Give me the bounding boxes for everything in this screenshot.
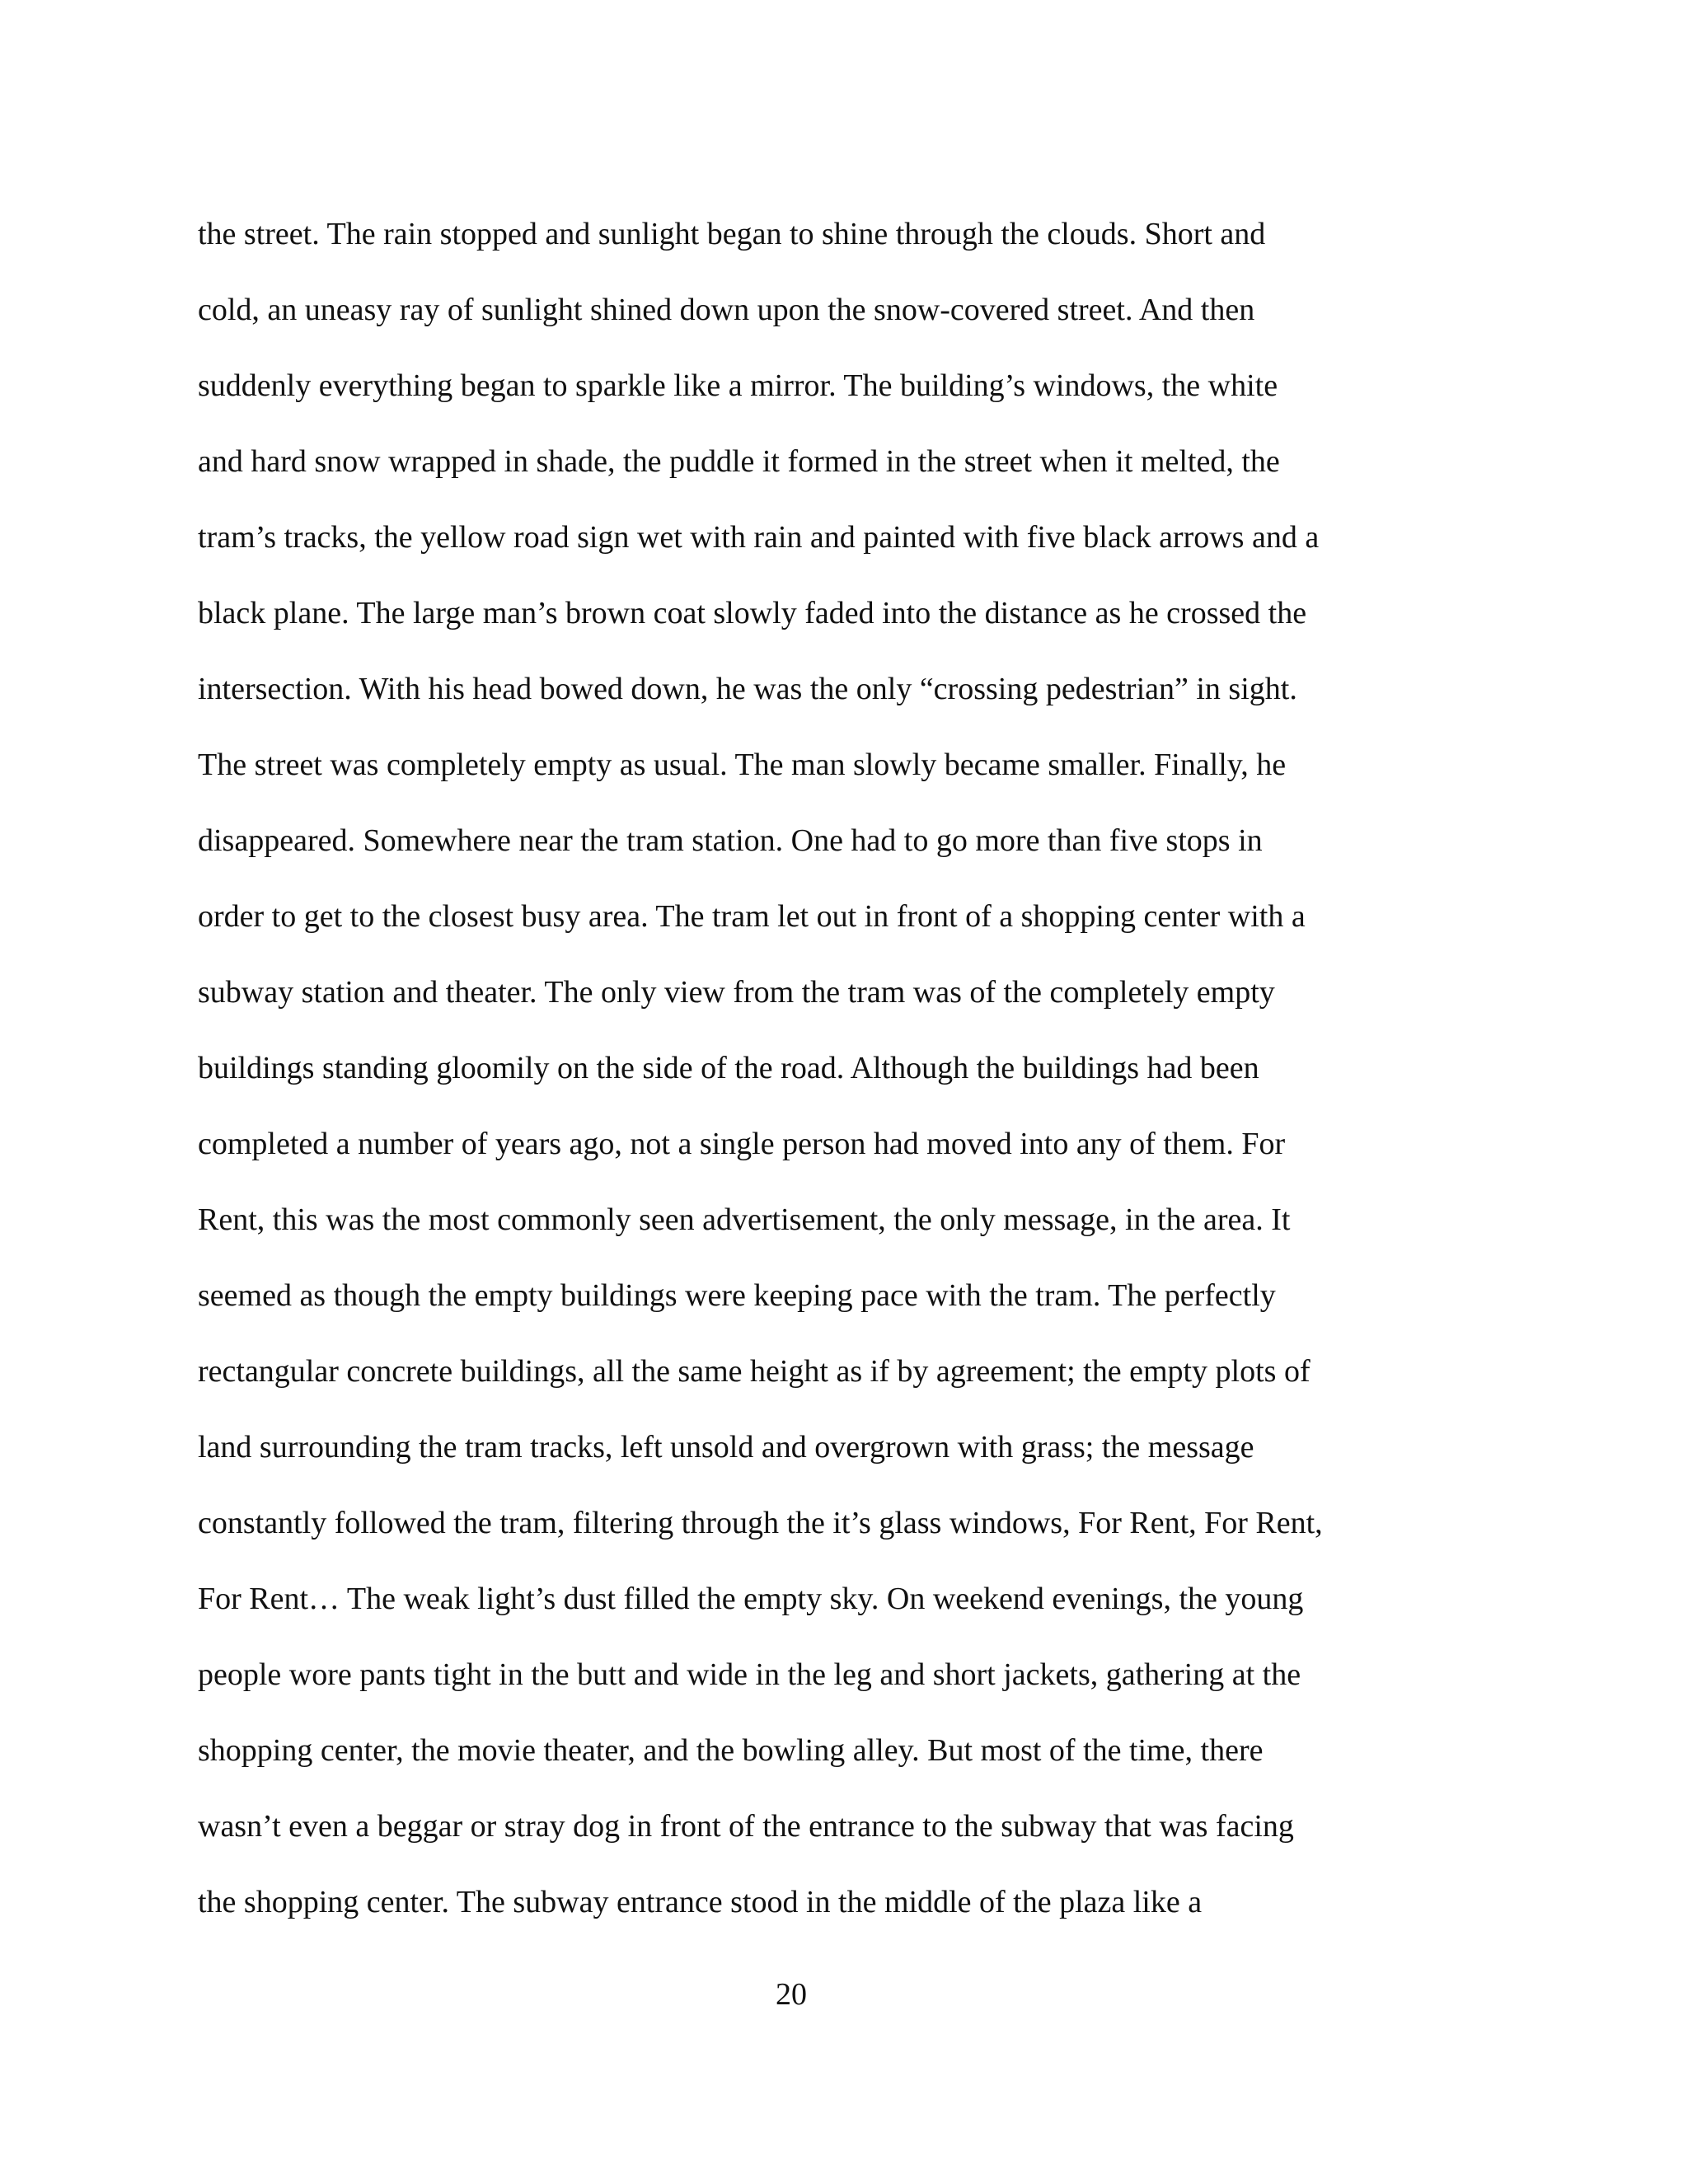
text-line-5: tram’s tracks, the yellow road sign wet with rain and painted with five black arrows and a — [198, 520, 1320, 555]
text-line-6: black plane. The large man’s brown coat slowly faded into the distance as he crossed the — [198, 596, 1307, 630]
text-line-22: wasn’t even a beggar or stray dog in front of the entrance to the subway that was facing — [198, 1809, 1294, 1844]
text-line-15: seemed as though the empty buildings were keeping pace with the tram. The perfectly — [198, 1278, 1276, 1313]
text-line-10: order to get to the closest busy area. The tram let out in front of a shopping center with a — [198, 899, 1306, 934]
text-line-2: cold, an uneasy ray of sunlight shined down upon the snow-covered street. And then — [198, 293, 1255, 327]
text-line-18: constantly followed the tram, filtering through the it’s glass windows, For Rent, For Rent, — [198, 1506, 1323, 1540]
text-line-21: shopping center, the movie theater, and the bowling alley. But most of the time, there — [198, 1733, 1264, 1768]
text-line-12: buildings standing gloomily on the side of the road. Although the buildings had been — [198, 1051, 1259, 1085]
text-line-1: the street. The rain stopped and sunlight began to shine through the clouds. Short and — [198, 217, 1266, 251]
text-line-17: land surrounding the tram tracks, left unsold and overgrown with grass; the message — [198, 1430, 1254, 1465]
text-line-20: people wore pants tight in the butt and wide in the leg and short jackets, gathering at the — [198, 1657, 1301, 1692]
text-line-8: The street was completely empty as usual. The man slowly became smaller. Finally, he — [198, 748, 1287, 782]
text-line-7: intersection. With his head bowed down, he was the only “crossing pedestrian” in sight. — [198, 672, 1297, 706]
text-line-9: disappeared. Somewhere near the tram station. One had to go more than five stops in — [198, 823, 1263, 858]
text-line-14: Rent, this was the most commonly seen advertisement, the only message, in the area. It — [198, 1202, 1291, 1237]
body-text — [198, 196, 1434, 1940]
text-line-23: the shopping center. The subway entrance stood in the middle of the plaza like a — [198, 1885, 1203, 1919]
text-line-13: completed a number of years ago, not a single person had moved into any of them. For — [198, 1127, 1286, 1161]
text-line-16: rectangular concrete buildings, all the same height as if by agreement; the empty plots of — [198, 1354, 1311, 1389]
text-line-19: For Rent… The weak light’s dust filled the empty sky. On weekend evenings, the young — [198, 1582, 1304, 1616]
text-line-11: subway station and theater. The only view from the tram was of the completely empty — [198, 975, 1275, 1010]
text-line-4: and hard snow wrapped in shade, the puddle it formed in the street when it melted, the — [198, 444, 1280, 479]
text-line-3: suddenly everything began to sparkle like a mirror. The building’s windows, the white — [198, 368, 1278, 403]
page-number: 20 — [776, 1977, 807, 2012]
